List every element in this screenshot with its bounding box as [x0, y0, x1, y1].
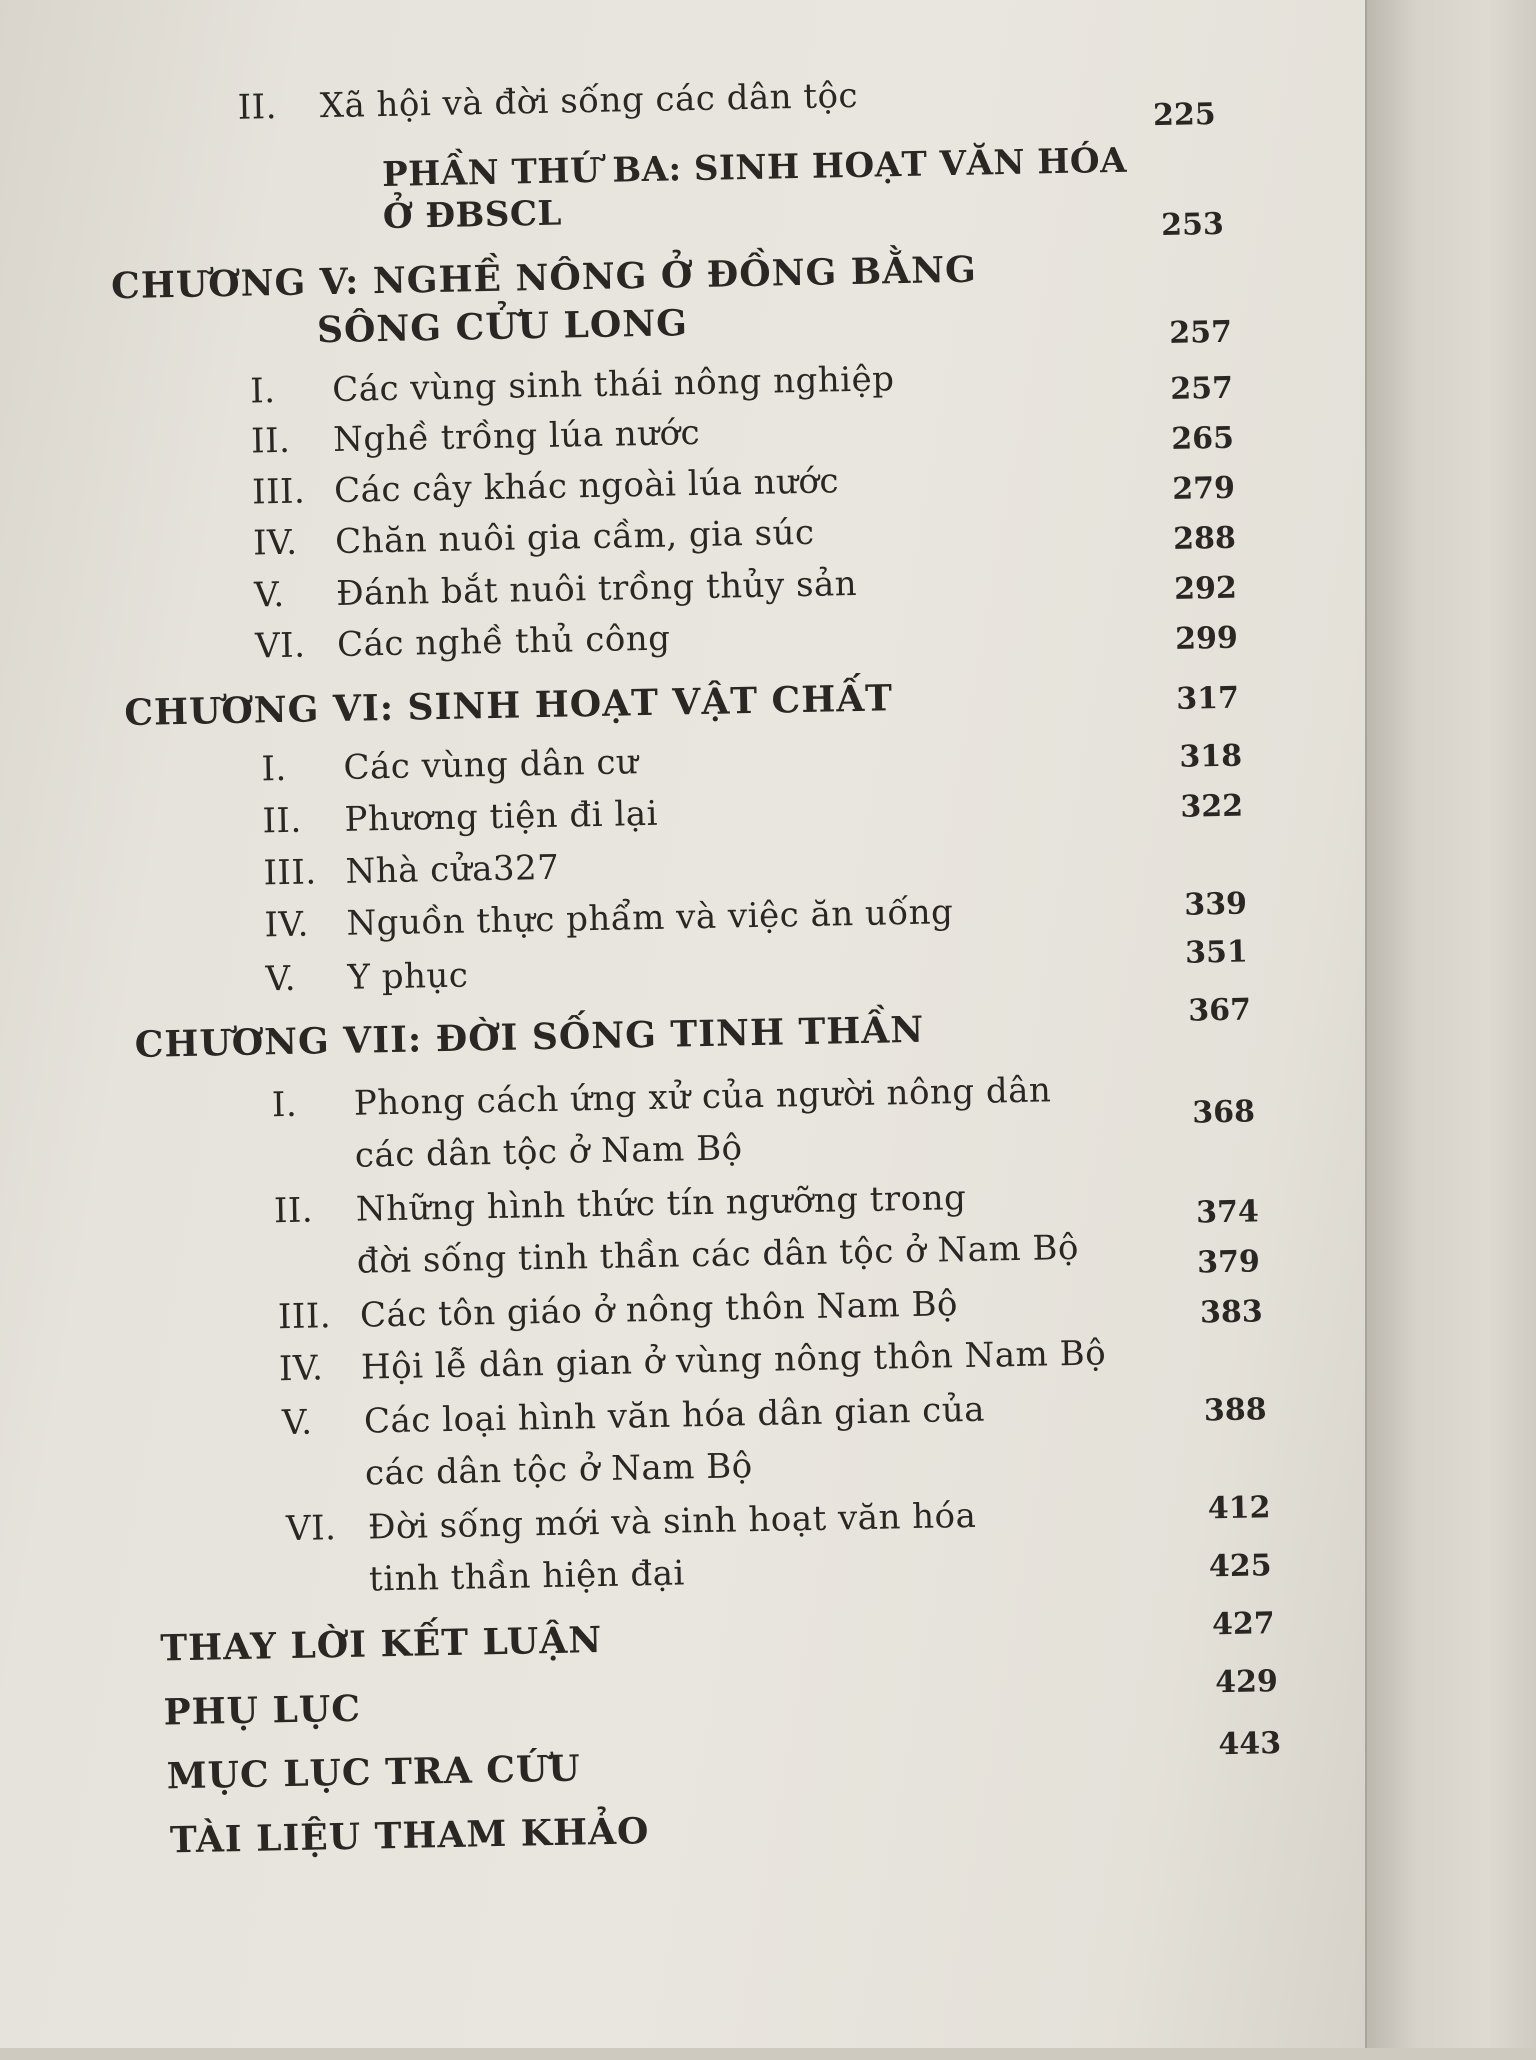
page-number: 288	[1172, 520, 1237, 557]
page-number: 429	[1214, 1664, 1279, 1701]
page-number: 339	[1183, 886, 1248, 923]
toc-entry-continued: tinh thần hiện đại	[368, 1553, 686, 1600]
part-heading: Ở ĐBSCL	[382, 193, 563, 237]
chapter-heading: CHƯƠNG VII: ĐỜI SỐNG TINH THẦN	[134, 1008, 925, 1066]
page-number: 279	[1171, 470, 1236, 507]
chapter-heading: SÔNG CỬU LONG	[316, 302, 689, 352]
page-number: 225	[1152, 96, 1217, 134]
toc-entry: I. Các vùng sinh thái nông nghiệp	[249, 359, 895, 412]
toc-entry: II. Xã hội và đời sống các dân tộc	[237, 75, 859, 128]
toc-entry: VI. Các nghề thủ công	[254, 618, 671, 667]
page-number: 383	[1199, 1294, 1264, 1331]
toc-entry-continued: đời sống tinh thần các dân tộc ở Nam Bộ	[356, 1227, 1080, 1282]
page-number: 374	[1195, 1194, 1260, 1231]
page-number: 257	[1170, 370, 1234, 407]
back-matter-heading: THAY LỜI KẾT LUẬN	[159, 1619, 603, 1670]
page-number: 368	[1191, 1094, 1256, 1131]
page-number: 318	[1179, 738, 1243, 775]
page-number: 443	[1218, 1726, 1282, 1763]
part-heading: PHẦN THỨ BA: SINH HOẠT VĂN HÓA	[381, 140, 1128, 195]
page-number: 425	[1208, 1548, 1272, 1585]
page-number: 412	[1207, 1490, 1271, 1527]
toc-entry: V. Y phục	[265, 955, 469, 1000]
toc-entry: IV. Nguồn thực phẩm và việc ăn uống	[264, 892, 954, 946]
back-matter-heading: PHỤ LỤC	[163, 1687, 362, 1734]
page-number: 299	[1174, 620, 1239, 657]
page-number: 322	[1180, 788, 1244, 825]
chapter-heading: CHƯƠNG VI: SINH HOẠT VẬT CHẤT	[123, 677, 894, 735]
page-number: 388	[1203, 1392, 1267, 1429]
toc-entry: V. Đánh bắt nuôi trồng thủy sản	[253, 563, 858, 616]
page-number: 379	[1196, 1244, 1261, 1281]
toc-entry: IV. Hội lễ dân gian ở vùng nông thôn Nam Bộ	[278, 1333, 1107, 1390]
page-number: 317	[1175, 680, 1240, 717]
page-number: 367	[1187, 992, 1252, 1029]
page-number: 257	[1168, 314, 1233, 351]
toc-entry: I. Các vùng dân cư	[261, 742, 639, 790]
toc-entry: V. Các loại hình văn hóa dân gian của	[281, 1389, 986, 1444]
toc-entry: VI. Đời sống mới và sinh hoạt văn hóa	[285, 1495, 977, 1550]
chapter-heading: CHƯƠNG V: NGHỀ NÔNG Ở ĐỒNG BẰNG	[110, 248, 978, 308]
back-matter-heading: TÀI LIỆU THAM KHẢO	[169, 1810, 650, 1862]
page-number: 265	[1170, 420, 1235, 457]
toc-entry: II. Những hình thức tín ngưỡng trong	[273, 1177, 967, 1232]
page-number: 253	[1160, 206, 1225, 244]
toc-entry: IV. Chăn nuôi gia cầm, gia súc	[252, 512, 815, 564]
page-number: 292	[1173, 570, 1238, 607]
toc-entry: III. Các cây khác ngoài lúa nước	[251, 461, 840, 513]
toc-entry: III. Các tôn giáo ở nông thôn Nam Bộ	[277, 1284, 959, 1338]
toc-entry: III. Nhà cửa327	[263, 847, 560, 894]
toc-entry: II. Phương tiện đi lại	[262, 793, 659, 842]
toc-entry-continued: các dân tộc ở Nam Bộ	[364, 1446, 754, 1494]
toc-entry: II. Nghề trồng lúa nước	[250, 412, 701, 462]
page-number: 351	[1184, 934, 1249, 971]
toc-entry-continued: các dân tộc ở Nam Bộ	[354, 1128, 743, 1176]
page-number: 427	[1211, 1606, 1276, 1643]
back-matter-heading: MỤC LỤC TRA CỨU	[166, 1747, 582, 1798]
toc-entry: I. Phong cách ứng xử của người nông dân	[271, 1070, 1052, 1126]
adjacent-page-edge	[1365, 0, 1536, 2048]
